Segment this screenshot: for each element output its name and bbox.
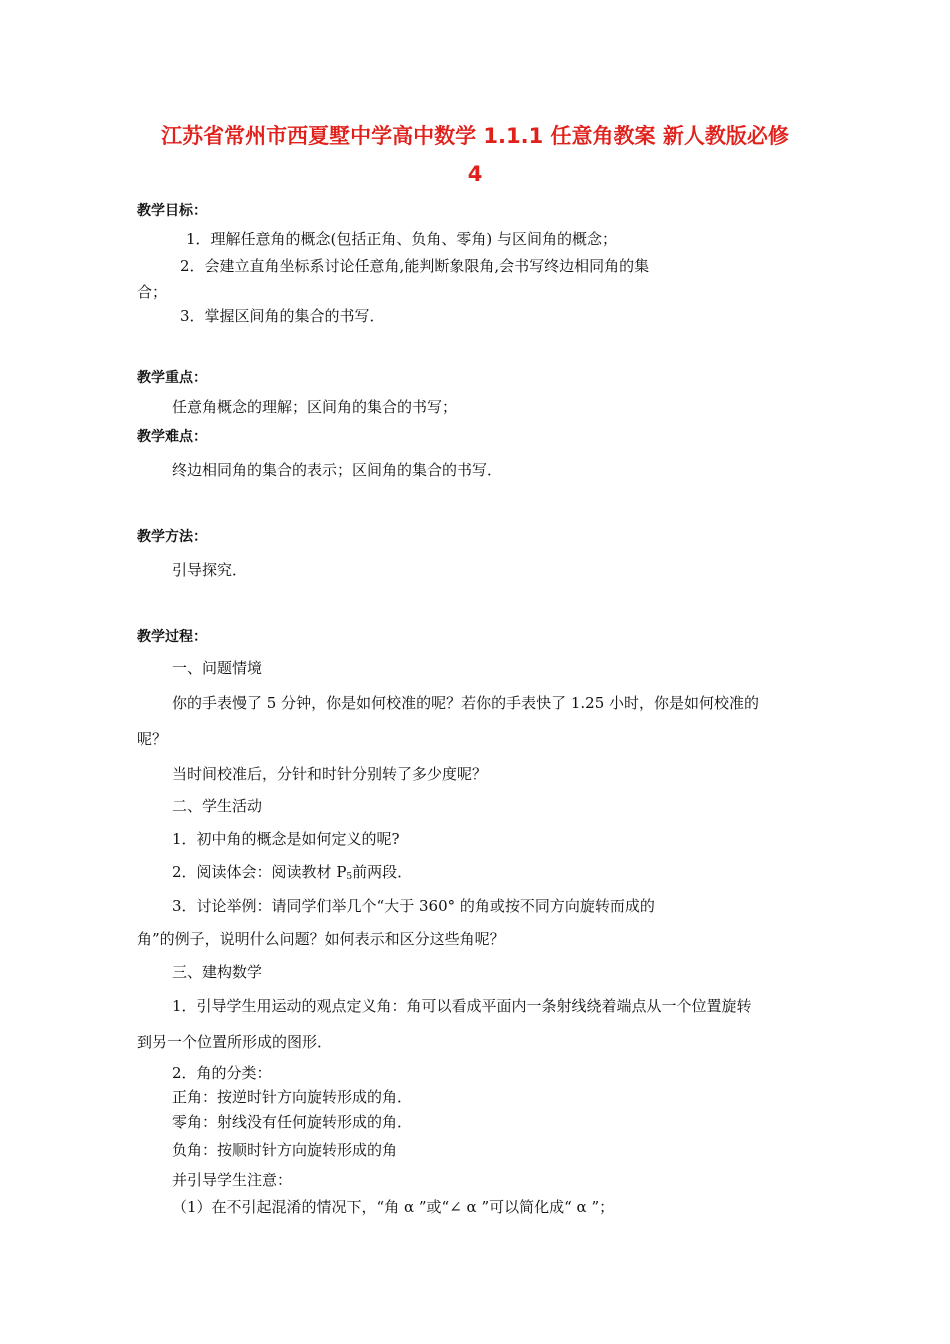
section-3-title: 三、建构数学 (172, 963, 263, 981)
section-2-item-2 (172, 862, 412, 882)
section-3-item-1-continued: 到另一个位置所形成的图形． (137, 1033, 333, 1051)
note-item-1: （1）在不引起混淆的情况下，“角 α ”或“∠ α ”可以简化成“ α ”； (172, 1198, 615, 1216)
key-points-heading: 教学重点： (137, 370, 207, 386)
document-title-continued: 4 (467, 162, 483, 186)
positive-angle-definition: 正角：按逆时针方向旋转形成的角． (172, 1088, 413, 1106)
section-2-item-3-continued: 角”的例子，说明什么问题？如何表示和区分这些角呢？ (137, 930, 505, 948)
objective-item-2-continued: 合； (137, 283, 168, 301)
section-1-paragraph-1: 你的手表慢了 5 分钟，你是如何校准的呢？若你的手表快了 1.25 小时，你是如何校准的 (172, 694, 760, 712)
difficulties-text: 终边相同角的集合的表示；区间角的集合的书写． (172, 461, 503, 479)
objective-item-2: 2．会建立直角坐标系讨论任意角,能判断象限角,会书写终边相同角的集 (180, 257, 650, 275)
section-2-title: 二、学生活动 (172, 797, 263, 815)
key-points-text: 任意角概念的理解；区间角的集合的书写； (172, 398, 458, 416)
difficulties-heading: 教学难点： (137, 429, 207, 445)
method-text: 引导探究． (172, 561, 248, 579)
process-heading: 教学过程： (137, 629, 207, 645)
section-2-item-3: 3．讨论举例：请同学们举几个“大于 360° 的角或按不同方向旋转而成的 (172, 897, 655, 915)
objective-item-1: 1．理解任意角的概念(包括正角、负角、零角) 与区间角的概念； (186, 230, 618, 248)
section-1-paragraph-2: 当时间校准后，分针和时针分别转了多少度呢？ (172, 765, 488, 783)
section-2-item-2-suffix: 前两段． (352, 863, 413, 881)
section-2-item-1: 1．初中角的概念是如何定义的呢? (172, 830, 400, 848)
zero-angle-definition: 零角：射线没有任何旋转形成的角． (172, 1113, 413, 1131)
page-subscript: 5 (346, 872, 353, 882)
objective-item-3: 3．掌握区间角的集合的书写． (180, 307, 385, 325)
method-heading: 教学方法： (137, 529, 207, 545)
objectives-heading: 教学目标： (137, 203, 207, 219)
document-title: 江苏省常州市西夏墅中学高中数学 1.1.1 任意角教案 新人教版必修 (161, 124, 789, 148)
section-1-paragraph-1-continued: 呢？ (137, 730, 168, 748)
note-intro: 并引导学生注意： (172, 1171, 293, 1189)
section-3-item-1: 1．引导学生用运动的观点定义角：角可以看成平面内一条射线绕着端点从一个位置旋转 (172, 997, 752, 1015)
section-1-title: 一、问题情境 (172, 659, 263, 677)
negative-angle-definition: 负角：按顺时针方向旋转形成的角 (172, 1141, 398, 1159)
section-2-item-2-text: 2．阅读体会：阅读教材 P (172, 863, 347, 881)
section-3-item-2: 2．角的分类： (172, 1064, 272, 1082)
